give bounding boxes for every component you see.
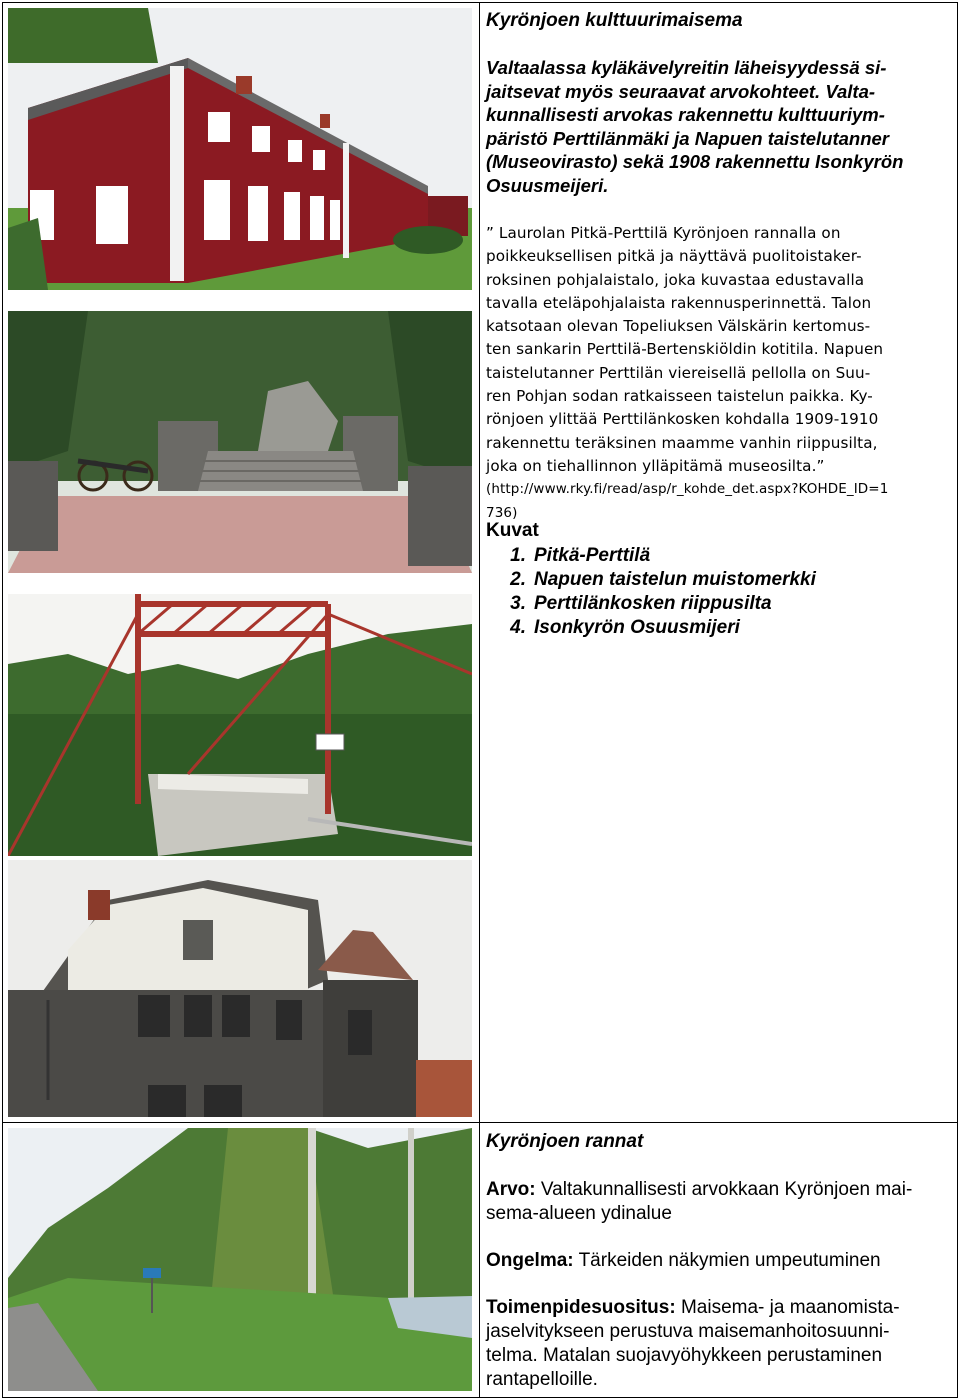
quote-line: joka on tiehallinnon ylläpitämä museosilta.” xyxy=(486,456,825,475)
toimenpide-paragraph xyxy=(486,1296,946,1392)
kuvat-item-number: 1. xyxy=(510,545,526,566)
ongelma-text: Tärkeiden näkymien umpeutuminen xyxy=(578,1250,881,1271)
kuvat-item xyxy=(486,592,816,616)
section1-heading: Kyrönjoen kulttuurimaisema xyxy=(486,10,743,31)
quote-line: ” Laurolan Pitkä-Perttilä Kyrönjoen rannalla on xyxy=(486,224,841,242)
arvo-label: Arvo: xyxy=(486,1179,536,1200)
quote-line: ten sankarin Perttilä-Bertenskiöldin kotitila. Napuen xyxy=(486,340,884,359)
kuvat-item xyxy=(486,616,816,640)
quote-line: roksinen pohjalaistalo, joka kuvastaa edustavalla xyxy=(486,270,865,289)
kuvat-heading: Kuvat xyxy=(486,520,539,541)
source-url-line: (http://www.rky.fi/read/asp/r_kohde_det.aspx?KOHDE_ID=1 xyxy=(486,481,889,498)
kuvat-item xyxy=(486,568,816,592)
kuvat-item-label: Perttilänkosken riippusilta xyxy=(534,593,772,614)
arvo-line xyxy=(486,1178,946,1202)
quote-line: poikkeuksellisen pitkä ja näyttävä puolitoistaker- xyxy=(486,247,862,266)
toimenpide-text: Maisema- ja maanomista- xyxy=(680,1297,900,1318)
section1-quote xyxy=(486,222,956,525)
toimenpide-line: rantapelloille. xyxy=(486,1369,598,1390)
section2-heading: Kyrönjoen rannat xyxy=(486,1131,644,1152)
source-url-line: 736) xyxy=(486,504,518,521)
section1-intro xyxy=(486,56,951,197)
toimenpide-line: jaselvitykseen perustuva maisemanhoitosuunni- xyxy=(486,1321,890,1342)
intro-line: kunnallisesti arvokas rakennettu kulttuuriym- xyxy=(486,104,885,125)
photo-napue-monument xyxy=(8,311,472,573)
ongelma-label: Ongelma: xyxy=(486,1250,574,1271)
toimenpide-line xyxy=(486,1296,946,1320)
kuvat-list xyxy=(486,544,816,640)
ongelma-paragraph xyxy=(486,1249,946,1273)
quote-line: katsotaan olevan Topeliuksen Välskärin kertomus- xyxy=(486,317,871,336)
kuvat-item-number: 2. xyxy=(510,569,526,590)
arvo-paragraph xyxy=(486,1178,946,1226)
quote-line: ren Pohjan sodan ratkaisseen taistelun paikka. Ky- xyxy=(486,387,873,406)
photo-kyronjoki-shore xyxy=(8,1128,472,1391)
kuvat-item-label: Isonkyrön Osuusmijeri xyxy=(534,617,740,638)
toimenpide-label: Toimenpidesuositus: xyxy=(486,1297,676,1318)
arvo-text: Valtakunnallisesti arvokkaan Kyrönjoen mai- xyxy=(540,1179,913,1200)
quote-line: taistelutanner Perttilän viereisellä pellolla on Suu- xyxy=(486,363,871,382)
photo-pitka-perttila xyxy=(8,8,472,290)
arvo-line: sema-alueen ydinalue xyxy=(486,1203,672,1224)
intro-line: Valtaalassa kyläkävelyreitin läheisyydessä si- xyxy=(486,57,887,78)
kuvat-item xyxy=(486,544,816,568)
kuvat-item-number: 3. xyxy=(510,593,526,614)
kuvat-item-number: 4. xyxy=(510,617,526,638)
quote-line: rakennettu teräksinen maamme vanhin riippusilta, xyxy=(486,433,878,452)
intro-line: (Museovirasto) sekä 1908 rakennettu Isonkyrön xyxy=(486,151,904,172)
photo-isonkyro-dairy xyxy=(8,860,472,1117)
intro-line: jaitsevat myös seuraavat arvokohteet. Valta- xyxy=(486,80,876,102)
kuvat-item-label: Pitkä-Perttilä xyxy=(534,545,651,566)
quote-line: rönjoen ylittää Perttilänkosken kohdalla 1909-1910 xyxy=(486,410,879,429)
photo-suspension-bridge xyxy=(8,594,472,856)
quote-line: tavalla eteläpohjalaista rakennusperinnettä. Talon xyxy=(486,293,872,312)
intro-line: päristö Perttilänmäki ja Napuen taistelutanner xyxy=(486,127,889,149)
intro-line: Osuusmeijeri. xyxy=(486,174,609,196)
toimenpide-line: telma. Matalan suojavyöhykkeen perustaminen xyxy=(486,1345,883,1366)
kuvat-item-label: Napuen taistelun muistomerkki xyxy=(534,569,816,590)
